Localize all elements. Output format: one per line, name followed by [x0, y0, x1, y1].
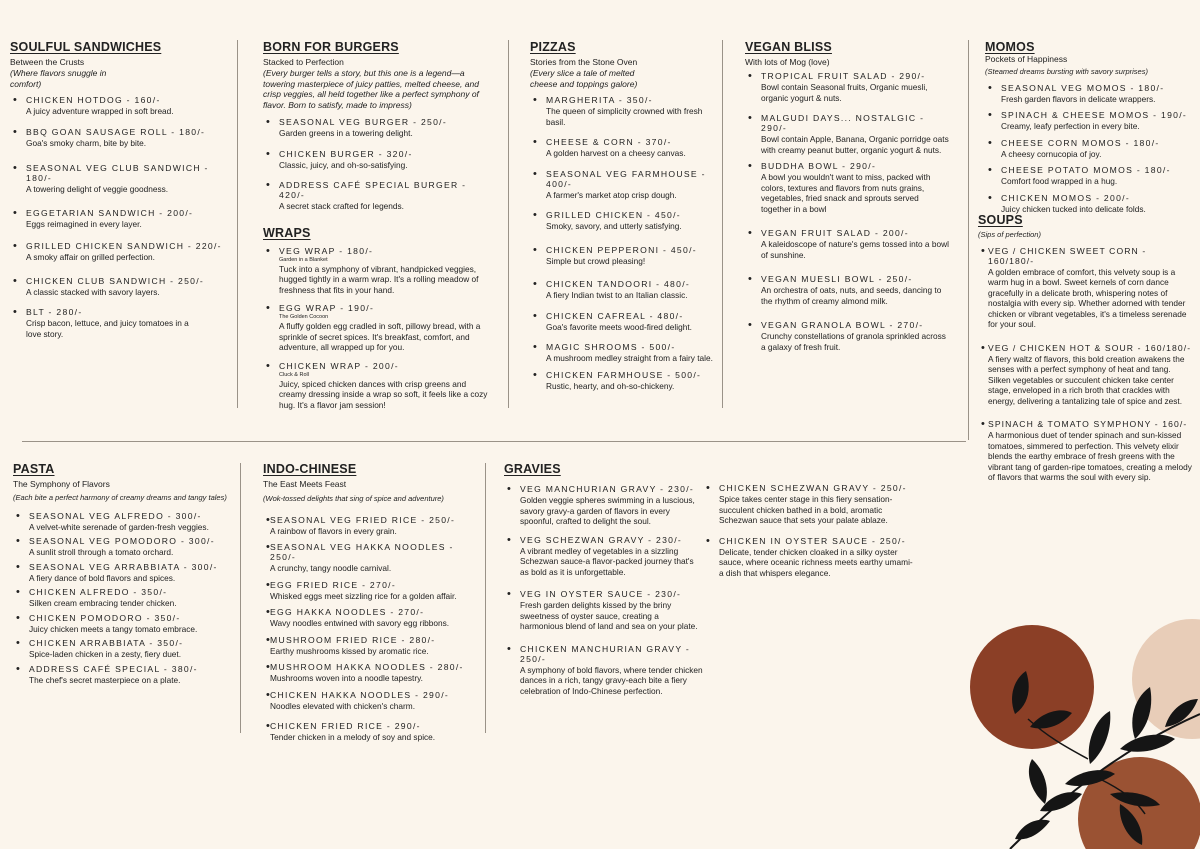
menu-item	[13, 536, 235, 558]
item-name: • BBQ GOAN SAUSAGE ROLL - 180/-	[26, 126, 206, 137]
item-desc: A symphony of bold flavors, where tender chicken dances in a rich, tangy gravy-each bite a fiery celebration of Indo-Chinese perfection.	[520, 664, 703, 696]
item-desc: Wavy noodles entwined with savory egg ribbons.	[270, 618, 450, 628]
item-name: • SPINACH & CHEESE MOMOS - 190/-	[1001, 110, 1188, 120]
menu-item	[13, 511, 235, 533]
item-desc: Crisp bacon, lettuce, and juicy tomatoes in a love story.	[26, 318, 189, 339]
menu-item	[10, 276, 230, 298]
item-name: • MUSHROOM HAKKA NOODLES - 280/-	[270, 662, 464, 672]
menu-list	[703, 483, 913, 578]
item-desc: Fresh garden flavors in delicate wrappers.	[1001, 93, 1156, 104]
section-subtitle: Stories from the Stone Oven	[530, 57, 638, 67]
menu-item	[530, 311, 720, 333]
menu-item	[13, 664, 235, 686]
item-desc: Comfort food wrapped in a hug.	[1001, 176, 1118, 186]
item-name: • VEG SCHEZWAN GRAVY - 230/-	[520, 534, 683, 545]
item-desc: A juicy adventure wrapped in soft bread.	[26, 106, 174, 116]
item-name: • CHICKEN PEPPERONI - 450/-	[546, 244, 697, 255]
item-subtitle: Garden in a Blanket	[279, 256, 328, 263]
menu-item	[263, 303, 495, 353]
item-name: • CHICKEN IN OYSTER SAUCE - 250/-	[719, 535, 906, 546]
item-name: • VEGAN MUESLI BOWL - 250/-	[761, 274, 913, 284]
item-name: • SEASONAL VEG CLUB SANDWICH - 180/-	[26, 163, 209, 183]
item-desc: A golden harvest on a cheesy canvas.	[546, 148, 686, 158]
menu-item	[13, 587, 235, 609]
menu-item	[985, 83, 1190, 105]
section-subtitle: Pockets of Happiness	[985, 54, 1068, 64]
item-desc: Classic, juicy, and oh-so-satisfying.	[279, 159, 408, 170]
item-desc: Eggs reimagined in every layer.	[26, 218, 142, 229]
gravies-section-right	[703, 475, 913, 578]
item-name: • MAGIC SHROOMS - 500/-	[546, 342, 676, 352]
section-subtitle: Stacked to Perfection	[263, 57, 344, 67]
item-name: • BLT - 280/-	[26, 307, 83, 317]
section-title: BORN FOR BURGERS	[263, 40, 399, 54]
item-name: • EGGETARIAN SANDWICH - 200/-	[26, 207, 194, 218]
menu-item	[530, 210, 720, 232]
item-desc: An orchestra of oats, nuts, and seeds, dancing to the rhythm of creamy almond milk.	[761, 285, 942, 306]
item-desc: Juicy chicken tucked into delicate folds.	[1001, 203, 1146, 214]
item-name: • CHEESE & CORN - 370/-	[546, 137, 672, 147]
item-name: • CHICKEN POMODORO - 350/-	[29, 612, 181, 623]
indochinese-section	[263, 462, 483, 743]
item-desc: A mushroom medley straight from a fairy tale.	[546, 353, 713, 363]
menu-item	[263, 149, 495, 171]
item-name: • EGG HAKKA NOODLES - 270/-	[270, 607, 425, 617]
menu-item	[530, 245, 720, 267]
item-name: • MALGUDI DAYS... NOSTALGIC - 290/-	[761, 113, 925, 133]
item-desc: Garden greens in a towering delight.	[279, 128, 413, 138]
menu-list	[530, 95, 720, 391]
menu-item	[263, 662, 483, 684]
menu-item	[504, 589, 704, 632]
menu-item	[263, 690, 483, 712]
item-desc: Spice takes center stage in this fiery sensation-succulent chicken bathed in a bold, aromatic Schezwan sauce that sets your palate ablaze.	[719, 494, 893, 525]
menu-item	[263, 246, 495, 296]
section-tagline: (Each bite a perfect harmony of creamy dreams and tangy tales)	[13, 493, 227, 502]
menu-list	[10, 95, 230, 339]
momos-section	[985, 40, 1190, 214]
item-desc: The queen of simplicity crowned with fresh basil.	[546, 106, 703, 127]
menu-item	[10, 95, 230, 117]
item-desc: A fiery waltz of flavors, this bold creation awakens the senses with a perfect symphony of heat and tang. Silken vegetables or succulent chicken take center stage, enveloped in a rich broth that crackles with energy, delivering a tantalizing tale of spice and zest.	[988, 353, 1185, 406]
section-title: PIZZAS	[530, 40, 576, 54]
menu-list	[985, 83, 1190, 215]
item-desc: Simple but crowd pleasing!	[546, 255, 646, 266]
item-name: • TROPICAL FRUIT SALAD - 290/-	[761, 71, 926, 81]
menu-item	[530, 279, 720, 301]
item-desc: A vibrant medley of vegetables in a sizzling Schezwan sauce-a flavor-packed journey that's as bold as it is unforgettable.	[520, 545, 694, 577]
item-name: • CHICKEN HAKKA NOODLES - 290/-	[270, 689, 450, 700]
menu-item	[978, 343, 1193, 407]
item-desc: A crunchy, tangy noodle carnival.	[270, 563, 392, 573]
menu-list	[978, 246, 1193, 483]
menu-item	[10, 163, 230, 195]
item-desc: Golden veggie spheres swimming in a luscious, savory gravy-a garden of flavors in every spoonful, crafted to delight the soul.	[520, 495, 695, 526]
section-title: GRAVIES	[504, 462, 561, 476]
menu-item	[263, 361, 495, 411]
item-name: • MUSHROOM FRIED RICE - 280/-	[270, 634, 436, 645]
item-desc: A classic stacked with savory layers.	[26, 286, 160, 297]
item-name: • VEG / CHICKEN HOT & SOUR - 160/180/-	[988, 342, 1192, 353]
item-name: • CHICKEN MOMOS - 200/-	[1001, 192, 1131, 203]
section-tagline: (Every slice a tale of melted cheese and toppings galore)	[530, 68, 638, 89]
item-name: • CHICKEN ALFREDO - 350/-	[29, 587, 168, 597]
item-desc: Spice-laden chicken in a zesty, fiery duet.	[29, 649, 182, 659]
item-desc: Bowl contain Seasonal fruits, Organic muesli, organic yogurt & nuts.	[761, 82, 928, 103]
menu-item	[263, 515, 483, 537]
menu-list	[504, 484, 704, 696]
item-desc: A smoky affair on grilled perfection.	[26, 252, 155, 262]
column-divider	[968, 40, 969, 440]
item-name: • SEASONAL VEG FARMHOUSE - 400/-	[546, 168, 706, 189]
column-divider	[240, 463, 241, 733]
item-desc: A secret stack crafted for legends.	[279, 201, 404, 211]
item-desc: Tender chicken in a melody of soy and spice.	[270, 732, 436, 742]
item-desc: A kaleidoscope of nature's gems tossed into a bowl of sunshine.	[761, 239, 949, 260]
item-desc: Juicy chicken meets a tangy tomato embrace.	[29, 623, 198, 634]
soups-section	[978, 213, 1193, 483]
burgers-section	[263, 40, 495, 410]
item-name: • VEGAN FRUIT SALAD - 200/-	[761, 228, 909, 238]
item-name: • GRILLED CHICKEN SANDWICH - 220/-	[26, 241, 222, 251]
item-desc: A bowl you wouldn't want to miss, packed with colors, textures and flavors from nuts grains, vegetables, fried snack and sprouts served together in a bowl	[761, 172, 931, 214]
item-desc: Earthy mushrooms kissed by aromatic rice.	[270, 645, 429, 656]
item-name: • CHICKEN TANDOORI - 480/-	[546, 279, 691, 289]
item-name: • SEASONAL VEG ARRABBIATA - 300/-	[29, 561, 218, 572]
leaf-decoration-icon	[970, 599, 1200, 849]
gravies-section	[504, 462, 704, 696]
section-tagline: (Every burger tells a story, but this one is a legend—a towering masterpiece of juicy patties, melted cheese, and crisp veggies, all held together like a perfect symphony of flavor. Born to satisfy, made to impress)	[263, 68, 479, 110]
item-name: • VEG MANCHURIAN GRAVY - 230/-	[520, 484, 695, 494]
item-desc: Smoky, savory, and utterly satisfying.	[546, 221, 682, 231]
item-desc: Mushrooms woven into a noodle tapestry.	[270, 673, 423, 683]
menu-list	[745, 71, 950, 352]
item-name: • CHICKEN BURGER - 320/-	[279, 148, 413, 159]
section-title: SOULFUL SANDWICHES	[10, 40, 162, 54]
item-name: • CHICKEN CLUB SANDWICH - 250/-	[26, 275, 205, 286]
item-name: • CHICKEN WRAP - 200/-	[279, 360, 399, 371]
menu-item	[745, 228, 950, 260]
item-desc: Creamy, leafy perfection in every bite.	[1001, 121, 1140, 131]
column-divider	[508, 40, 509, 408]
menu-item	[263, 117, 495, 139]
item-name: • CHEESE CORN MOMOS - 180/-	[1001, 137, 1160, 148]
menu-item	[745, 71, 950, 103]
item-name: • EGG WRAP - 190/-	[279, 303, 375, 313]
section-title: INDO-CHINESE	[263, 462, 357, 476]
menu-item	[530, 95, 720, 127]
menu-item	[13, 613, 235, 635]
item-desc: A fiery dance of bold flavors and spices.	[29, 572, 176, 583]
item-desc: A towering delight of veggie goodness.	[26, 184, 169, 194]
menu-item	[10, 208, 230, 230]
item-desc: Tuck into a symphony of vibrant, handpicked veggies, hugged tightly in a warm wrap. It's a rolling meadow of freshness that fits in your hand.	[279, 263, 479, 295]
menu-item	[745, 274, 950, 306]
section-title: SOUPS	[978, 213, 1023, 227]
section-title: VEGAN BLISS	[745, 40, 832, 54]
item-name: • VEG / CHICKEN SWEET CORN - 160/180/-	[988, 245, 1147, 266]
item-desc: A velvet-white serenade of garden-fresh veggies.	[29, 521, 209, 532]
item-desc: Bowl contain Apple, Banana, Organic porridge oats with creamy peanut butter, organic yogurt & nuts.	[761, 134, 949, 155]
menu-item	[745, 113, 950, 155]
item-name: • ADDRESS CAFÉ SPECIAL - 380/-	[29, 663, 198, 674]
menu-item	[263, 607, 483, 629]
item-name: • GRILLED CHICKEN - 450/-	[546, 210, 681, 220]
section-title: PASTA	[13, 462, 55, 476]
menu-item	[703, 483, 913, 526]
sandwiches-section	[10, 40, 230, 339]
item-name: • CHICKEN FRIED RICE - 290/-	[270, 721, 421, 731]
menu-item	[504, 644, 704, 697]
item-name: • SEASONAL VEG POMODORO - 300/-	[29, 536, 215, 546]
item-name: • CHICKEN MANCHURIAN GRAVY - 250/-	[520, 643, 691, 664]
item-name: • CHEESE POTATO MOMOS - 180/-	[1001, 165, 1171, 175]
item-desc: The chef's secret masterpiece on a plate.	[29, 674, 181, 685]
section-subtitle: The East Meets Feast	[263, 479, 347, 489]
section-subtitle: Between the Crusts	[10, 57, 85, 67]
item-desc: Goa's smoky charm, bite by bite.	[26, 137, 147, 148]
menu-item	[530, 169, 720, 201]
menu-item	[985, 138, 1190, 160]
menu-item	[703, 536, 913, 579]
menu-item	[978, 419, 1193, 483]
item-desc: Goa's favorite meets wood-fired delight.	[546, 321, 692, 332]
item-subtitle: The Golden Cocoon	[279, 314, 329, 320]
menu-item	[13, 638, 235, 660]
item-name: • SEASONAL VEG FRIED RICE - 250/-	[270, 514, 456, 525]
item-name: • BUDDHA BOWL - 290/-	[761, 161, 877, 171]
menu-item	[530, 137, 720, 159]
menu-item	[530, 370, 720, 392]
menu-item	[263, 180, 495, 212]
item-desc: A farmer's market atop crisp dough.	[546, 189, 677, 200]
item-desc: Rustic, hearty, and oh-so-chickeny.	[546, 380, 675, 391]
menu-item	[263, 635, 483, 657]
item-desc: A golden embrace of comfort, this velvety soup is a warm hug in a bowl. Sweet kernels of corn dance gracefully in a delicate broth, whispering notes of nostalgia with every sip. Whether adorned with tender chicken or vibrant vegetables, it's a timeless serenade for your soul.	[988, 266, 1187, 329]
column-divider	[237, 40, 238, 408]
menu-list	[263, 117, 495, 212]
menu-item	[745, 320, 950, 352]
menu-item	[10, 241, 230, 263]
menu-item	[263, 721, 483, 743]
section-tagline: (Where flavors snuggle in comfort)	[10, 68, 107, 89]
item-desc: Fresh garden delights kissed by the briny sweetness of oyster sauce, creating a harmonious blend of land and sea on your plate.	[520, 600, 698, 631]
item-name: • MARGHERITA - 350/-	[546, 95, 653, 105]
item-desc: Noodles elevated with chicken's charm.	[270, 700, 416, 711]
item-name: • CHICKEN ARRABBIATA - 350/-	[29, 638, 184, 648]
item-desc: Whisked eggs meet sizzling rice for a golden affair.	[270, 590, 457, 601]
vegan-section	[745, 40, 950, 352]
menu-item	[504, 484, 704, 527]
menu-list	[263, 246, 495, 411]
item-name: • VEG WRAP - 180/-	[279, 245, 374, 256]
item-subtitle: Cluck & Roll	[279, 371, 309, 378]
item-name: • ADDRESS CAFÉ SPECIAL BURGER - 420/-	[279, 180, 467, 200]
menu-item	[263, 542, 483, 574]
item-name: • EGG FRIED RICE - 270/-	[270, 579, 397, 590]
menu-item	[10, 127, 230, 149]
row-divider	[22, 441, 966, 442]
section-subtitle: With lots of Mog (love)	[745, 57, 830, 67]
item-desc: A cheesy cornucopia of joy.	[1001, 148, 1102, 159]
terracotta-circle	[970, 625, 1094, 749]
menu-item	[978, 246, 1193, 330]
item-desc: A fluffy golden egg cradled in soft, pillowy bread, with a sprinkle of secret spices. It's breakfast, comfort, and adventure, all wrapped up for you.	[279, 321, 481, 352]
section-title: WRAPS	[263, 225, 311, 240]
menu-item	[263, 580, 483, 602]
menu-item	[985, 193, 1190, 215]
item-name: • SEASONAL VEG ALFREDO - 300/-	[29, 510, 202, 521]
menu-item	[985, 165, 1190, 187]
section-title: MOMOS	[985, 40, 1035, 54]
item-name: • CHICKEN CAFREAL - 480/-	[546, 310, 684, 321]
item-desc: A rainbow of flavors in every grain.	[270, 525, 397, 536]
menu-list	[13, 511, 235, 686]
section-tagline: (Sips of perfection)	[978, 230, 1041, 239]
menu-item	[504, 535, 704, 578]
item-desc: Silken cream embracing tender chicken.	[29, 598, 177, 608]
section-tagline: (Steamed dreams bursting with savory surprises)	[985, 67, 1148, 76]
menu-list	[263, 515, 483, 743]
item-name: • CHICKEN HOTDOG - 160/-	[26, 95, 161, 105]
pizzas-section	[530, 40, 720, 391]
item-desc: Delicate, tender chicken cloaked in a silky oyster sauce, where oceanic richness meets earthy umami-a dish that whispers elegance.	[719, 546, 913, 578]
item-desc: Juicy, spiced chicken dances with crisp greens and creamy dressing inside a wrap so soft, it feels like a cozy hug. It's a flavor jam session!	[279, 378, 488, 410]
menu-item	[530, 342, 720, 364]
item-name: • VEG IN OYSTER SAUCE - 230/-	[520, 589, 682, 599]
menu-item	[10, 307, 230, 339]
item-name: • CHICKEN FARMHOUSE - 500/-	[546, 369, 702, 380]
section-subtitle: The Symphony of Flavors	[13, 479, 110, 489]
item-desc: Crunchy constellations of granola sprinkled across a galaxy of fresh fruit.	[761, 331, 946, 352]
menu-item	[745, 161, 950, 214]
menu-item	[985, 110, 1190, 132]
item-name: • VEGAN GRANOLA BOWL - 270/-	[761, 320, 924, 330]
item-name: • CHICKEN SCHEZWAN GRAVY - 250/-	[719, 483, 907, 493]
pasta-section	[13, 462, 235, 685]
item-name: • SPINACH & TOMATO SYMPHONY - 160/-	[988, 419, 1188, 429]
item-name: • SEASONAL VEG HAKKA NOODLES - 250/-	[270, 542, 454, 562]
item-name: • SEASONAL VEG MOMOS - 180/-	[1001, 82, 1165, 93]
menu-item	[13, 562, 235, 584]
item-desc: A harmonious duet of tender spinach and sun-kissed tomatoes, simmered to perfection. This velvety elixir blends the earthy embrace of fresh greens with the vibrant tang of garden-ripe tomatoes, creating a melody of flavors that warms the soul with every sip.	[988, 430, 1192, 482]
column-divider	[485, 463, 486, 733]
item-desc: A sunlit stroll through a tomato orchard.	[29, 547, 174, 557]
item-name: • SEASONAL VEG BURGER - 250/-	[279, 117, 448, 127]
item-desc: A fiery Indian twist to an Italian classic.	[546, 290, 688, 300]
section-tagline: (Wok-tossed delights that sing of spice and adventure)	[263, 494, 444, 503]
column-divider	[722, 40, 723, 408]
